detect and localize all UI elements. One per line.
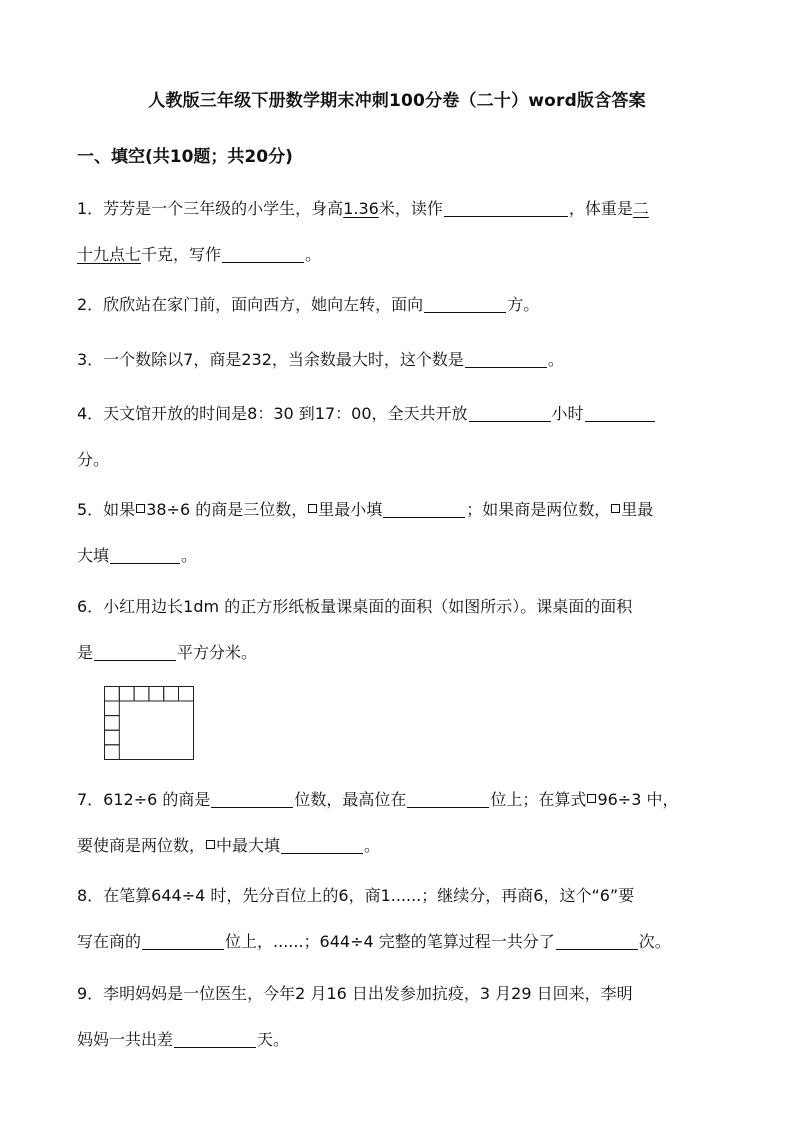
question-2: 2．欣欣站在家门前，面向西方，她向左转，面向 方。: [77, 295, 540, 314]
answer-blank[interactable]: [444, 198, 568, 217]
question-9: 9．李明妈妈是一位医生，今年2 月16 日出发参加抗疫，3 月29 日回来，李明 妈妈一共出差 天。: [77, 984, 633, 1049]
placeholder-box-icon: [611, 504, 620, 513]
placeholder-box-icon: [136, 504, 145, 513]
answer-blank[interactable]: [585, 403, 655, 422]
weight-words: 十九点七: [77, 245, 142, 264]
answer-blank[interactable]: [142, 931, 224, 950]
answer-blank[interactable]: [407, 789, 489, 808]
answer-blank[interactable]: [556, 931, 638, 950]
placeholder-box-icon: [587, 794, 596, 803]
height-value: 1.36: [343, 199, 379, 218]
question-5: 5．如果 38÷6 的商是三位数， 里最小填 ；如果商是两位数， 里最 大填 。: [77, 500, 654, 565]
answer-blank[interactable]: [222, 244, 304, 263]
question-7: 7．612÷6 的商是 位数，最高位在 位上；在算式 96÷3 中， 要使商是两位数， 中最大填 。: [77, 790, 679, 855]
answer-blank[interactable]: [211, 789, 293, 808]
answer-blank[interactable]: [281, 835, 363, 854]
answer-blank[interactable]: [465, 349, 547, 368]
answer-blank[interactable]: [174, 1029, 256, 1048]
question-1: 1．芳芳是一个三年级的小学生，身高1.36米，读作 ，体重是二 十九点七千克，写作 。: [77, 199, 649, 264]
question-6: 6．小红用边长1dm 的正方形纸板量课桌面的面积（如图所示）。课桌面的面积 是 平方分米。: [77, 597, 633, 662]
question-3: 3．一个数除以7，商是232，当余数最大时，这个数是 。: [77, 350, 564, 369]
section-heading: 一、填空(共10题；共20分): [77, 147, 293, 167]
desk-area-figure: [104, 686, 196, 762]
placeholder-box-icon: [308, 504, 317, 513]
answer-blank[interactable]: [469, 403, 551, 422]
weight-words: 二: [632, 199, 649, 218]
placeholder-box-icon: [206, 840, 215, 849]
answer-blank[interactable]: [424, 294, 506, 313]
question-4: 4．天文馆开放的时间是8：30 到17：00，全天共开放 小时 分。: [77, 391, 717, 483]
document-title: 人教版三年级下册数学期末冲刺100分卷（二十）word版含答案: [148, 91, 646, 111]
answer-blank[interactable]: [383, 499, 465, 518]
answer-blank[interactable]: [110, 545, 180, 564]
question-8: 8．在笔算644÷4 时，先分百位上的6，商1......；继续分，再商6，这个“6”要 写在商的 位上，......；644÷4 完整的笔算过程一共分了 次。: [77, 886, 671, 951]
answer-blank[interactable]: [94, 642, 176, 661]
